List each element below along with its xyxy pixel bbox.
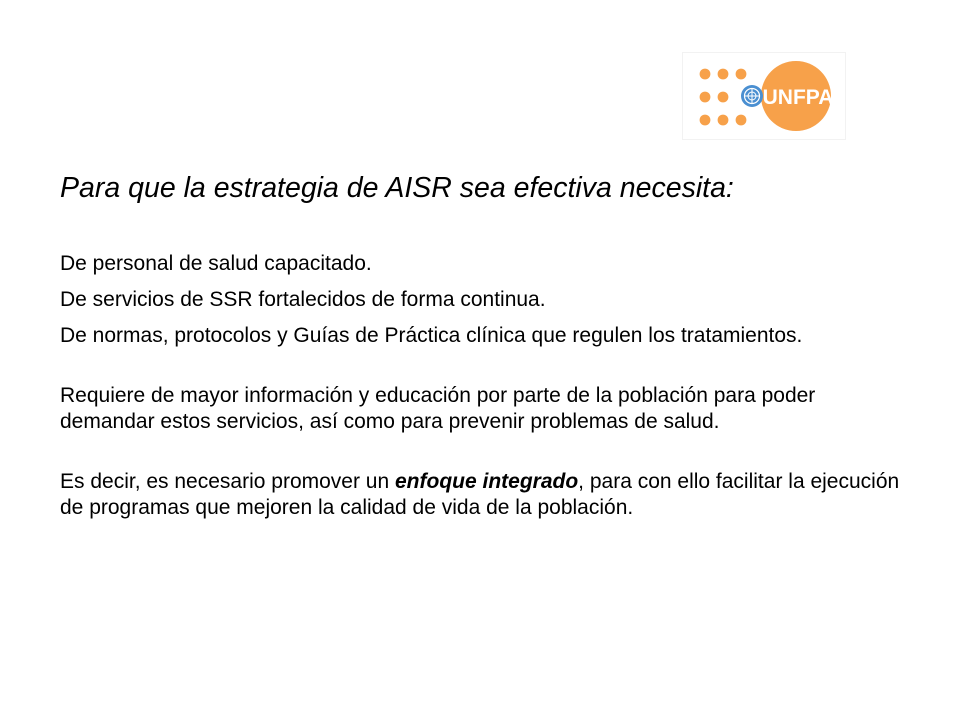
list-item-servicios: De servicios de SSR fortalecidos de forma continua.	[60, 288, 546, 311]
paragraph-informacion: Requiere de mayor información y educación por parte de la población para poder demandar estos servicios, así como para prevenir problemas de salud.	[60, 384, 816, 433]
list-item-normas: De normas, protocolos y Guías de Práctica clínica que regulen los tratamientos.	[60, 324, 803, 347]
paragraph-enfoque	[60, 469, 910, 521]
logo-text-layer	[682, 52, 846, 140]
paragraph-enfoque-after: , para con ello facilitar la ejecución de programas que mejoren la calidad de vida de la población.	[60, 470, 900, 519]
paragraph-enfoque-before: Es decir, es necesario promover un	[60, 470, 395, 493]
paragraph-enfoque-emphasis: enfoque integrado	[395, 470, 579, 493]
logo-text: UNFPA	[762, 86, 834, 109]
slide-body	[60, 251, 910, 531]
unfpa-logo	[682, 52, 846, 140]
logo-text-svg	[682, 52, 846, 140]
slide-title: Para que la estrategia de AISR sea efectiva necesita:	[60, 172, 734, 204]
list-item-personal: De personal de salud capacitado.	[60, 252, 372, 275]
